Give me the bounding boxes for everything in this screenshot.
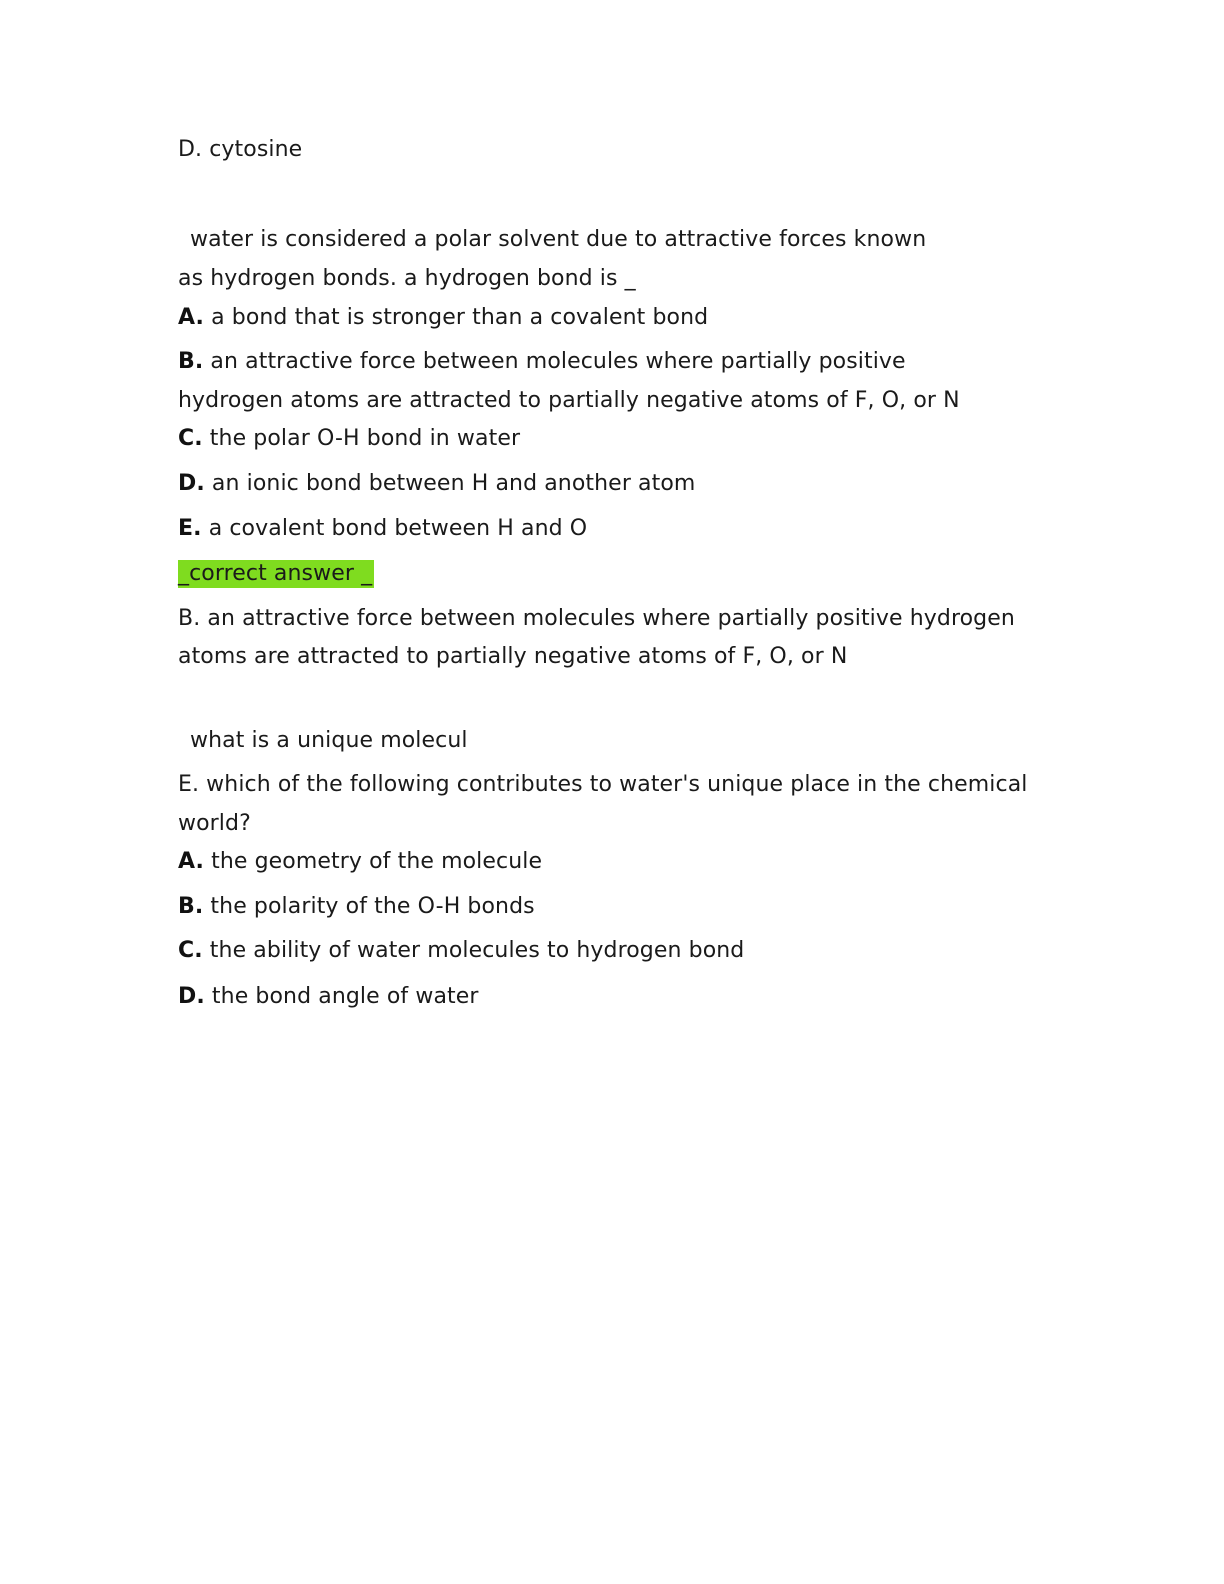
correct-answer-highlight: _correct answer _ [178, 561, 373, 586]
option-c [178, 936, 744, 966]
option-d [178, 469, 695, 499]
option-label: A. [178, 849, 204, 874]
option-text: the polarity of the O-H bonds [210, 894, 535, 919]
option-c [178, 424, 520, 454]
option-b-continued: hydrogen atoms are attracted to partially negative atoms of F, O, or N [178, 388, 960, 413]
option-a [178, 847, 542, 877]
question-stem-line-1: water is considered a polar solvent due to attractive forces known [190, 227, 927, 252]
option-text: an attractive force between molecules where partially positive [210, 349, 906, 374]
option-a [178, 303, 708, 333]
option-label: D. [178, 471, 205, 496]
previous-answer: D. cytosine [178, 137, 303, 162]
question-stem-line-1: E. which of the following contributes to water's unique place in the chemical [178, 772, 1028, 797]
option-text: the polar O-H bond in water [209, 426, 521, 451]
option-label: E. [178, 516, 202, 541]
option-label: C. [178, 426, 203, 451]
option-e [178, 514, 587, 544]
question-title: what is a unique molecul [190, 728, 468, 753]
option-b [178, 347, 906, 377]
answer-line-2: atoms are attracted to partially negative atoms of F, O, or N [178, 644, 848, 669]
option-text: the geometry of the molecule [211, 849, 543, 874]
option-label: D. [178, 984, 205, 1009]
option-label: C. [178, 938, 203, 963]
option-label: B. [178, 894, 204, 919]
correct-answer-marker [178, 559, 374, 589]
option-label: B. [178, 349, 204, 374]
option-text: an ionic bond between H and another atom [211, 471, 696, 496]
option-d [178, 982, 479, 1012]
option-b [178, 892, 535, 922]
question-stem-line-2: as hydrogen bonds. a hydrogen bond is _ [178, 266, 636, 291]
question-stem-line-2: world? [178, 811, 251, 836]
option-text: a covalent bond between H and O [208, 516, 588, 541]
option-text: the ability of water molecules to hydrogen bond [209, 938, 745, 963]
answer-line-1: B. an attractive force between molecules where partially positive hydrogen [178, 606, 1015, 631]
option-label: A. [178, 305, 204, 330]
option-text: a bond that is stronger than a covalent bond [211, 305, 709, 330]
option-text: the bond angle of water [211, 984, 479, 1009]
